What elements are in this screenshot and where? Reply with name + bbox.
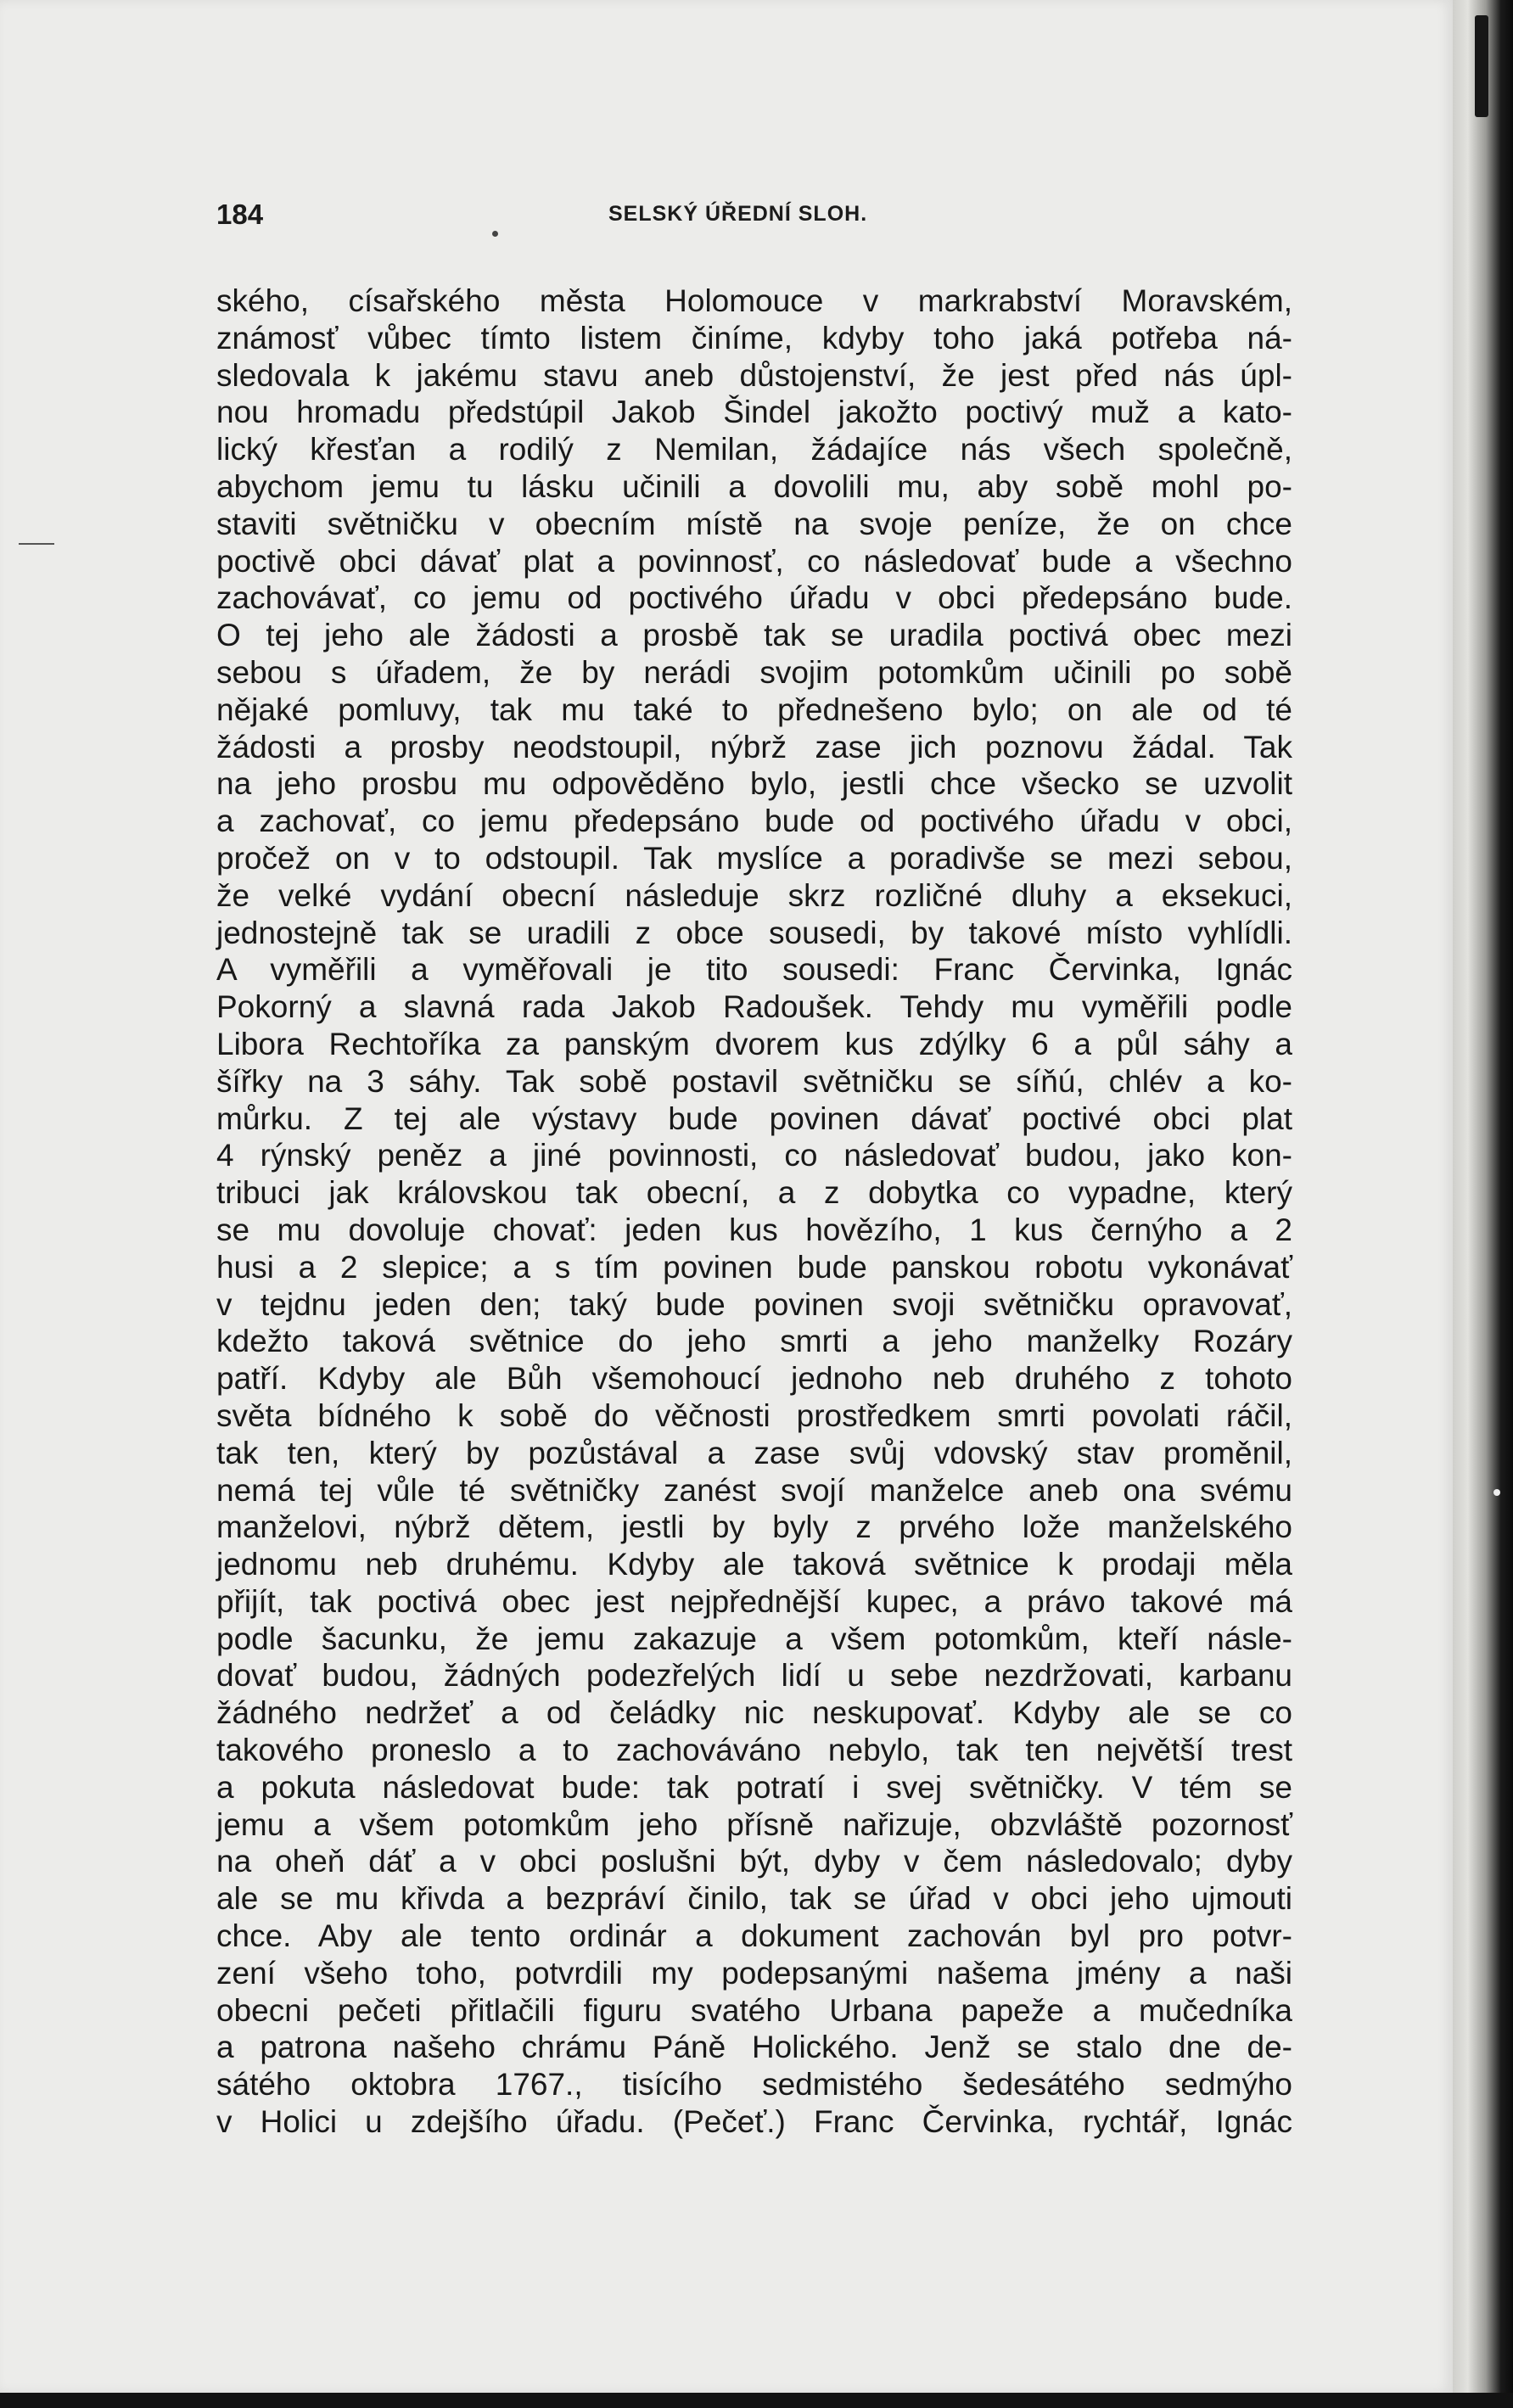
text-line: ale se mu křivda a bezpráví činilo, tak se úřad v obci jeho ujmouti <box>216 1881 1292 1917</box>
text-line: nějaké pomluvy, tak mu také to přednešeno bylo; on ale od té <box>216 692 1292 727</box>
page-header <box>216 195 1303 246</box>
text-line: a patrona našeho chrámu Páně Holického. Jenž se stalo dne de- <box>216 2030 1292 2065</box>
text-line: tak ten, který by pozůstával a zase svůj vdovský stav proměnil, <box>216 1435 1292 1470</box>
text-line: a pokuta následovat bude: tak potratí i svej světničky. V tém se <box>216 1769 1292 1805</box>
text-line: A vyměřili a vyměřovali je tito sousedi: Franc Červinka, Ignác <box>216 952 1292 988</box>
text-line: takového proneslo a to zachováváno nebylo, tak ten největší trest <box>216 1733 1292 1768</box>
text-line: patří. Kdyby ale Bůh všemohoucí jednoho neb druhého z tohoto <box>216 1361 1292 1397</box>
text-line: žádného nedržeť a od čeládky nic neskupovať. Kdyby ale se co <box>216 1695 1292 1731</box>
text-line: O tej jeho ale žádosti a prosbě tak se uradila poctivá obec mezi <box>216 618 1292 653</box>
text-line: kdežto taková světnice do jeho smrti a jeho manželky Rozáry <box>216 1324 1292 1359</box>
text-line: že velké vydání obecní následuje skrz rozličné dluhy a eksekuci, <box>216 877 1292 913</box>
speck-mark <box>492 231 498 237</box>
text-line: jednomu neb druhému. Kdyby ale taková světnice k prodaji měla <box>216 1547 1292 1582</box>
text-line: známosť vůbec tímto listem činíme, kdyby toho jaká potřeba ná- <box>216 320 1292 356</box>
text-line: pročež on v to odstoupil. Tak myslíce a poradivše se mezi sebou, <box>216 840 1292 876</box>
body-text <box>216 283 1292 2141</box>
text-line: zachovávať, co jemu od poctivého úřadu v obci předepsáno bude. <box>216 580 1292 616</box>
text-line: sledovala k jakému stavu aneb důstojenství, že jest před nás úpl- <box>216 357 1292 393</box>
text-line: žádosti a prosby neodstoupil, nýbrž zase jich poznovu žádal. Tak <box>216 729 1292 764</box>
text-line: šířky na 3 sáhy. Tak sobě postavil světničku se síňú, chlév a ko- <box>216 1063 1292 1099</box>
margin-dash <box>19 543 54 545</box>
text-line: manželovi, nýbrž dětem, jestli by byly z prvého lože manželského <box>216 1509 1292 1545</box>
text-line: v Holici u zdejšího úřadu. (Pečeť.) Franc Červinka, rychtář, Ignác <box>216 2104 1292 2140</box>
text-line: se mu dovoluje chovať: jeden kus hovězího, 1 kus černýho a 2 <box>216 1212 1292 1247</box>
text-line: sátého oktobra 1767., tisícího sedmistého šedesátého sedmýho <box>216 2067 1292 2103</box>
running-head: SELSKÝ ÚŘEDNÍ SLOH. <box>608 202 868 226</box>
text-line: chce. Aby ale tento ordinár a dokument zachován byl pro potvr- <box>216 1918 1292 1954</box>
text-line: Libora Rechtoříka za panským dvorem kus zdýlky 6 a půl sáhy a <box>216 1026 1292 1061</box>
text-line: Pokorný a slavná rada Jakob Radoušek. Tehdy mu vyměřili podle <box>216 989 1292 1025</box>
text-line: na jeho prosbu mu odpověděno bylo, jestli chce všecko se uzvolit <box>216 766 1292 802</box>
binding-mark <box>1475 15 1488 117</box>
text-line: ského, císařského města Holomouce v markrabství Moravském, <box>216 283 1292 318</box>
text-line: poctivě obci dávať plat a povinnosť, co následovať bude a všechno <box>216 543 1292 579</box>
page-number: 184 <box>216 199 264 230</box>
text-line: na oheň dáť a v obci poslušni být, dyby v čem následovalo; dyby <box>216 1844 1292 1879</box>
text-line: abychom jemu tu lásku učinili a dovolili mu, aby sobě mohl po- <box>216 468 1292 504</box>
text-line: husi a 2 slepice; a s tím povinen bude panskou robotu vykonávať <box>216 1249 1292 1285</box>
text-line: jemu a všem potomkům jeho přísně nařizuje, obzvláště pozornosť <box>216 1806 1292 1842</box>
text-line: jednostejně tak se uradili z obce sousedi, by takové místo vyhlídli. <box>216 915 1292 950</box>
text-line: nou hromadu předstúpil Jakob Šindel jakožto poctivý muž a kato- <box>216 395 1292 430</box>
text-line: dovať budou, žádných podezřelých lidí u sebe nezdržovati, karbanu <box>216 1658 1292 1694</box>
text-line: v tejdnu jeden den; taký bude povinen svoji světničku opravovať, <box>216 1286 1292 1322</box>
text-line: 4 rýnský peněz a jiné povinnosti, co následovať budou, jako kon- <box>216 1138 1292 1173</box>
text-line: lický křesťan a rodilý z Nemilan, žádajíce nás všech společně, <box>216 432 1292 468</box>
text-line: můrku. Z tej ale výstavy bude povinen dávať poctivé obci plat <box>216 1100 1292 1136</box>
bottom-edge <box>0 2393 1513 2408</box>
text-line: podle šacunku, že jemu zakazuje a všem potomkům, kteří násle- <box>216 1621 1292 1656</box>
text-line: tribuci jak královskou tak obecní, a z dobytka co vypadne, který <box>216 1175 1292 1211</box>
text-line: světa bídného k sobě do věčnosti prostředkem smrti povolati ráčil, <box>216 1397 1292 1433</box>
text-line: přijít, tak poctivá obec jest nejpřednější kupec, a právo takové má <box>216 1583 1292 1619</box>
margin-dot <box>1493 1489 1500 1496</box>
text-line: zení všeho toho, potvrdili my podepsanými našema jmény a naši <box>216 1955 1292 1991</box>
text-line: obecni pečeti přitlačili figuru svatého Urbana papeže a mučedníka <box>216 1992 1292 2028</box>
page-edge-shadow <box>1453 0 1513 2408</box>
text-line: sebou s úřadem, že by nerádi svojim potomkům učinili po sobě <box>216 654 1292 690</box>
text-line: staviti světničku v obecním místě na svoje peníze, že on chce <box>216 506 1292 541</box>
text-line: a zachovať, co jemu předepsáno bude od poctivého úřadu v obci, <box>216 804 1292 839</box>
text-line: nemá tej vůle té světničky zanést svojí manželce aneb ona svému <box>216 1472 1292 1508</box>
